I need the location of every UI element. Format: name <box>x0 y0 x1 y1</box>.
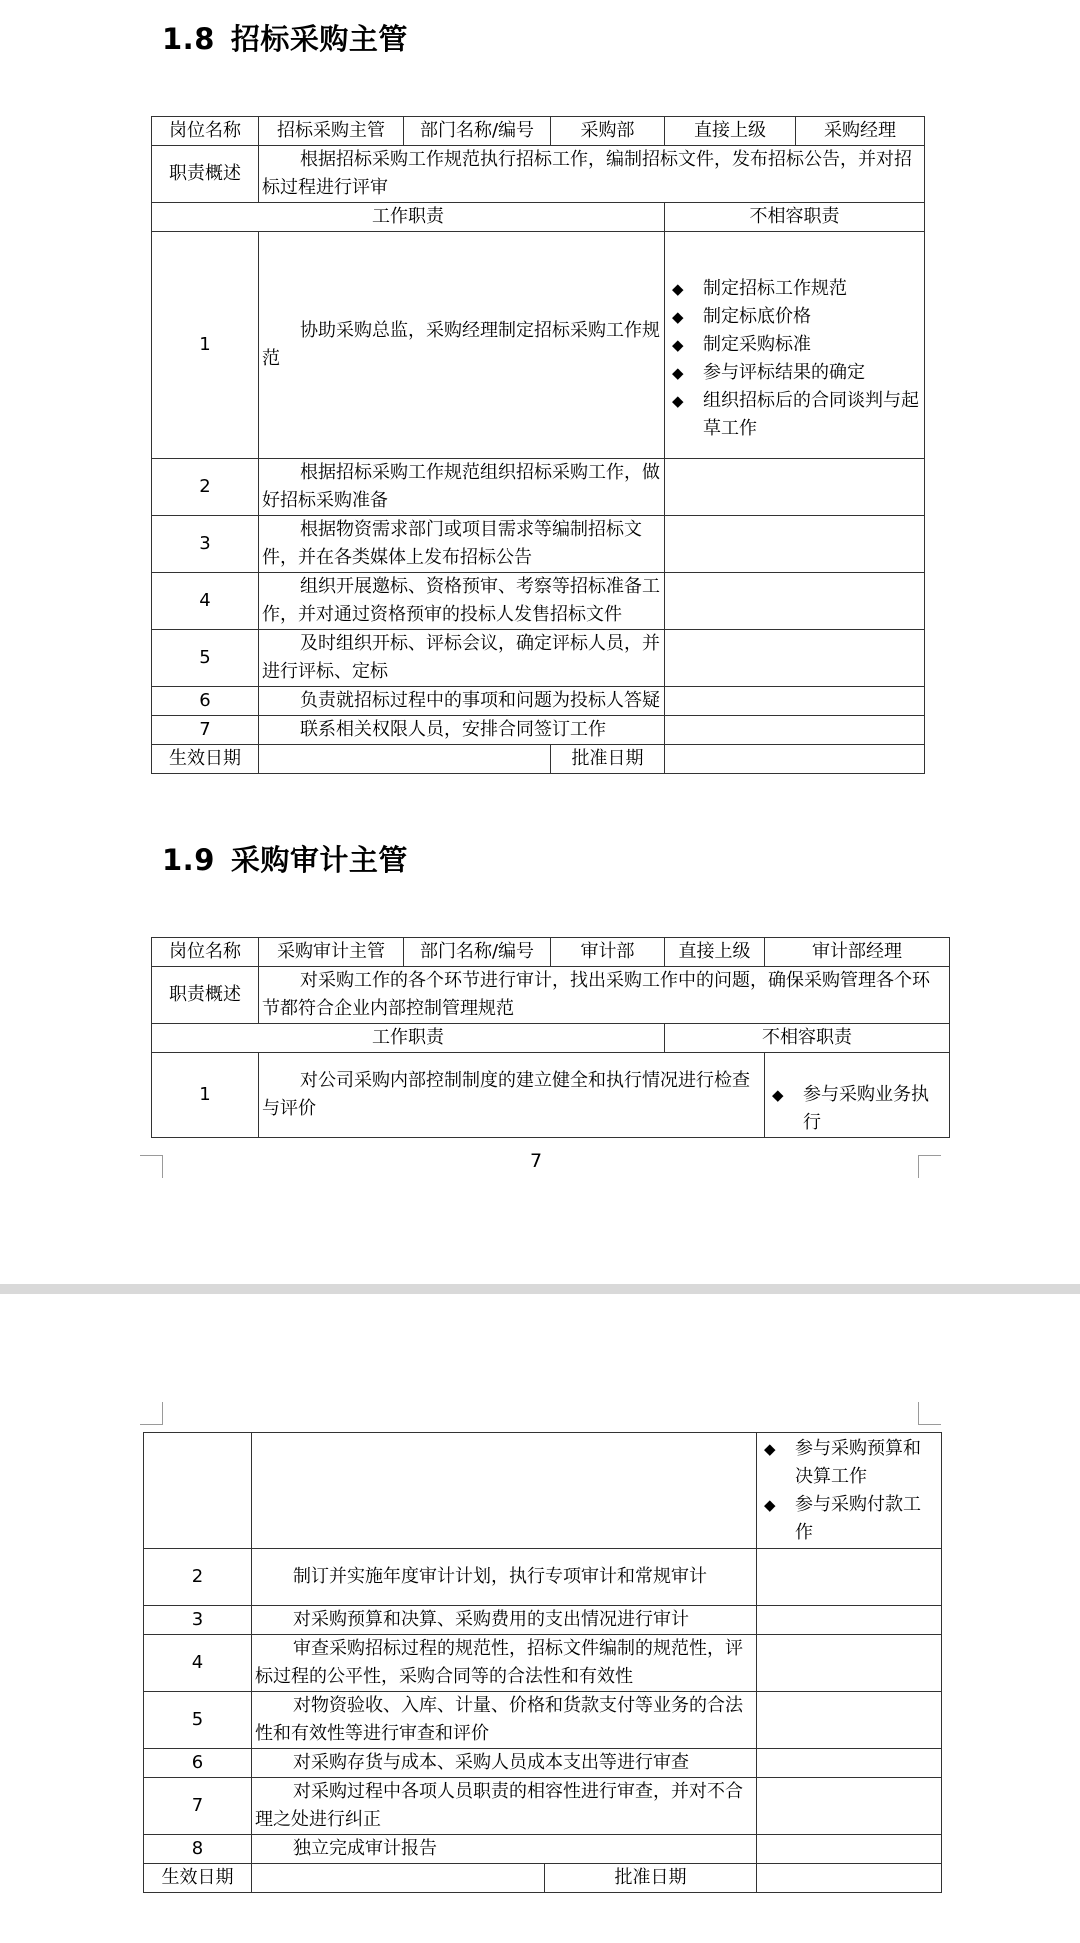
value-superior: 采购经理 <box>796 117 925 146</box>
duty-number-continued <box>144 1433 252 1549</box>
duty-text: 组织开展邀标、资格预审、考察等招标准备工作，并对通过资格预审的投标人发售招标文件 <box>259 573 665 630</box>
header-duties: 工作职责 <box>152 1024 665 1053</box>
value-position: 采购审计主管 <box>259 938 404 967</box>
duty-text: 审查采购招标过程的规范性，招标文件编制的规范性，评标过程的公平性，采购合同等的合法性和有效性 <box>252 1635 757 1692</box>
duty-number: 7 <box>144 1778 252 1835</box>
diamond-bullet-icon: ◆ <box>672 336 684 354</box>
header-incompatible: 不相容职责 <box>665 1024 950 1053</box>
label-dept: 部门名称/编号 <box>404 938 551 967</box>
duty-text: 协助采购总监，采购经理制定招标采购工作规范 <box>259 232 665 459</box>
incompatible-item: ◆ 制定标底价格 <box>668 303 921 331</box>
label-approval-date: 批准日期 <box>545 1864 757 1893</box>
label-dept: 部门名称/编号 <box>404 117 551 146</box>
duty-number: 6 <box>144 1749 252 1778</box>
duty-number: 7 <box>152 716 259 745</box>
incompatible-list-cell <box>765 1053 950 1138</box>
section-number: 1.9 <box>162 843 215 877</box>
duty-text: 联系相关权限人员，安排合同签订工作 <box>259 716 665 745</box>
value-position: 招标采购主管 <box>259 117 404 146</box>
incompatible-item: ◆ 制定招标工作规范 <box>668 275 921 303</box>
incompatible-empty <box>757 1635 942 1692</box>
incompatible-item: ◆ 组织招标后的合同谈判与起草工作 <box>668 387 921 443</box>
duty-number: 4 <box>144 1635 252 1692</box>
incompatible-item: ◆ 制定采购标准 <box>668 331 921 359</box>
incompatible-item: ◆ 参与评标结果的确定 <box>668 359 921 387</box>
incompatible-empty <box>665 716 925 745</box>
incompatible-empty <box>757 1606 942 1635</box>
diamond-bullet-icon: ◆ <box>764 1495 776 1514</box>
label-approval-date: 批准日期 <box>551 745 665 774</box>
value-superior: 审计部经理 <box>765 938 950 967</box>
section-number: 1.8 <box>162 22 215 56</box>
diamond-bullet-icon: ◆ <box>672 308 684 326</box>
page-number: 7 <box>530 1150 543 1172</box>
page-corner-mark <box>140 1402 163 1425</box>
duty-text-continued <box>252 1433 757 1549</box>
label-position: 岗位名称 <box>152 117 259 146</box>
incompatible-empty <box>665 516 925 573</box>
header-duties: 工作职责 <box>152 203 665 232</box>
value-summary: 对采购工作的各个环节进行审计，找出采购工作中的问题，确保采购管理各个环节都符合企业内部控制管理规范 <box>259 967 950 1024</box>
duty-number: 3 <box>144 1606 252 1635</box>
duty-text: 对采购过程中各项人员职责的相容性进行审查，并对不合理之处进行纠正 <box>252 1778 757 1835</box>
header-incompatible: 不相容职责 <box>665 203 925 232</box>
duty-text: 对公司采购内部控制制度的建立健全和执行情况进行检查与评价 <box>259 1053 765 1138</box>
duty-text: 根据招标采购工作规范组织招标采购工作，做好招标采购准备 <box>259 459 665 516</box>
section-heading-1-9 <box>162 838 408 879</box>
value-effective-date <box>252 1864 545 1893</box>
incompatible-empty <box>757 1749 942 1778</box>
label-effective-date: 生效日期 <box>144 1864 252 1893</box>
incompatible-empty <box>757 1778 942 1835</box>
duty-text: 对采购存货与成本、采购人员成本支出等进行审查 <box>252 1749 757 1778</box>
incompatible-empty <box>665 573 925 630</box>
job-table-procurement-audit-part1 <box>151 937 950 1138</box>
label-summary: 职责概述 <box>152 146 259 203</box>
diamond-bullet-icon: ◆ <box>672 392 684 410</box>
value-summary: 根据招标采购工作规范执行招标工作，编制招标文件，发布招标公告，并对招标过程进行评审 <box>259 146 925 203</box>
duty-text: 独立完成审计报告 <box>252 1835 757 1864</box>
value-dept: 采购部 <box>551 117 665 146</box>
value-effective-date <box>259 745 551 774</box>
section-heading-1-8 <box>162 17 408 58</box>
duty-number: 5 <box>144 1692 252 1749</box>
duty-number: 2 <box>152 459 259 516</box>
page-corner-mark <box>140 1155 163 1178</box>
duty-text: 对采购预算和决算、采购费用的支出情况进行审计 <box>252 1606 757 1635</box>
label-summary: 职责概述 <box>152 967 259 1024</box>
page-separator <box>0 1284 1080 1294</box>
duty-number: 3 <box>152 516 259 573</box>
section-title: 采购审计主管 <box>230 843 408 877</box>
incompatible-empty <box>757 1692 942 1749</box>
value-approval-date <box>665 745 925 774</box>
incompatible-empty <box>665 687 925 716</box>
page-corner-mark <box>918 1155 941 1178</box>
label-superior: 直接上级 <box>665 938 765 967</box>
value-dept: 审计部 <box>551 938 665 967</box>
incompatible-empty <box>665 459 925 516</box>
duty-text: 对物资验收、入库、计量、价格和货款支付等业务的合法性和有效性等进行审查和评价 <box>252 1692 757 1749</box>
duty-number: 8 <box>144 1835 252 1864</box>
incompatible-empty <box>757 1549 942 1606</box>
value-approval-date <box>757 1864 942 1893</box>
duty-text: 负责就招标过程中的事项和问题为投标人答疑 <box>259 687 665 716</box>
duty-text: 制订并实施年度审计计划，执行专项审计和常规审计 <box>252 1549 757 1606</box>
section-title: 招标采购主管 <box>230 22 408 56</box>
diamond-bullet-icon: ◆ <box>764 1439 776 1458</box>
diamond-bullet-icon: ◆ <box>672 280 684 298</box>
duty-number: 6 <box>152 687 259 716</box>
label-position: 岗位名称 <box>152 938 259 967</box>
diamond-bullet-icon: ◆ <box>672 364 684 382</box>
incompatible-list-cell <box>665 232 925 459</box>
incompatible-item: ◆ 参与采购预算和决算工作 <box>760 1435 938 1491</box>
diamond-bullet-icon: ◆ <box>772 1086 784 1104</box>
incompatible-list <box>760 1435 938 1547</box>
page-corner-mark <box>918 1402 941 1425</box>
incompatible-item: ◆ 参与采购业务执行 <box>768 1081 946 1137</box>
duty-number: 5 <box>152 630 259 687</box>
duty-number: 4 <box>152 573 259 630</box>
incompatible-list-cell <box>757 1433 942 1549</box>
job-table-procurement-audit-part2 <box>143 1432 942 1893</box>
job-table-procurement-bidding <box>151 116 925 774</box>
duty-text: 根据物资需求部门或项目需求等编制招标文件，并在各类媒体上发布招标公告 <box>259 516 665 573</box>
incompatible-empty <box>757 1835 942 1864</box>
incompatible-item: ◆ 参与采购付款工作 <box>760 1491 938 1547</box>
duty-number: 1 <box>152 232 259 459</box>
incompatible-list <box>668 275 921 443</box>
duty-text: 及时组织开标、评标会议，确定评标人员，并进行评标、定标 <box>259 630 665 687</box>
label-effective-date: 生效日期 <box>152 745 259 774</box>
label-superior: 直接上级 <box>665 117 796 146</box>
duty-number: 2 <box>144 1549 252 1606</box>
incompatible-empty <box>665 630 925 687</box>
incompatible-list <box>768 1081 946 1137</box>
duty-number: 1 <box>152 1053 259 1138</box>
